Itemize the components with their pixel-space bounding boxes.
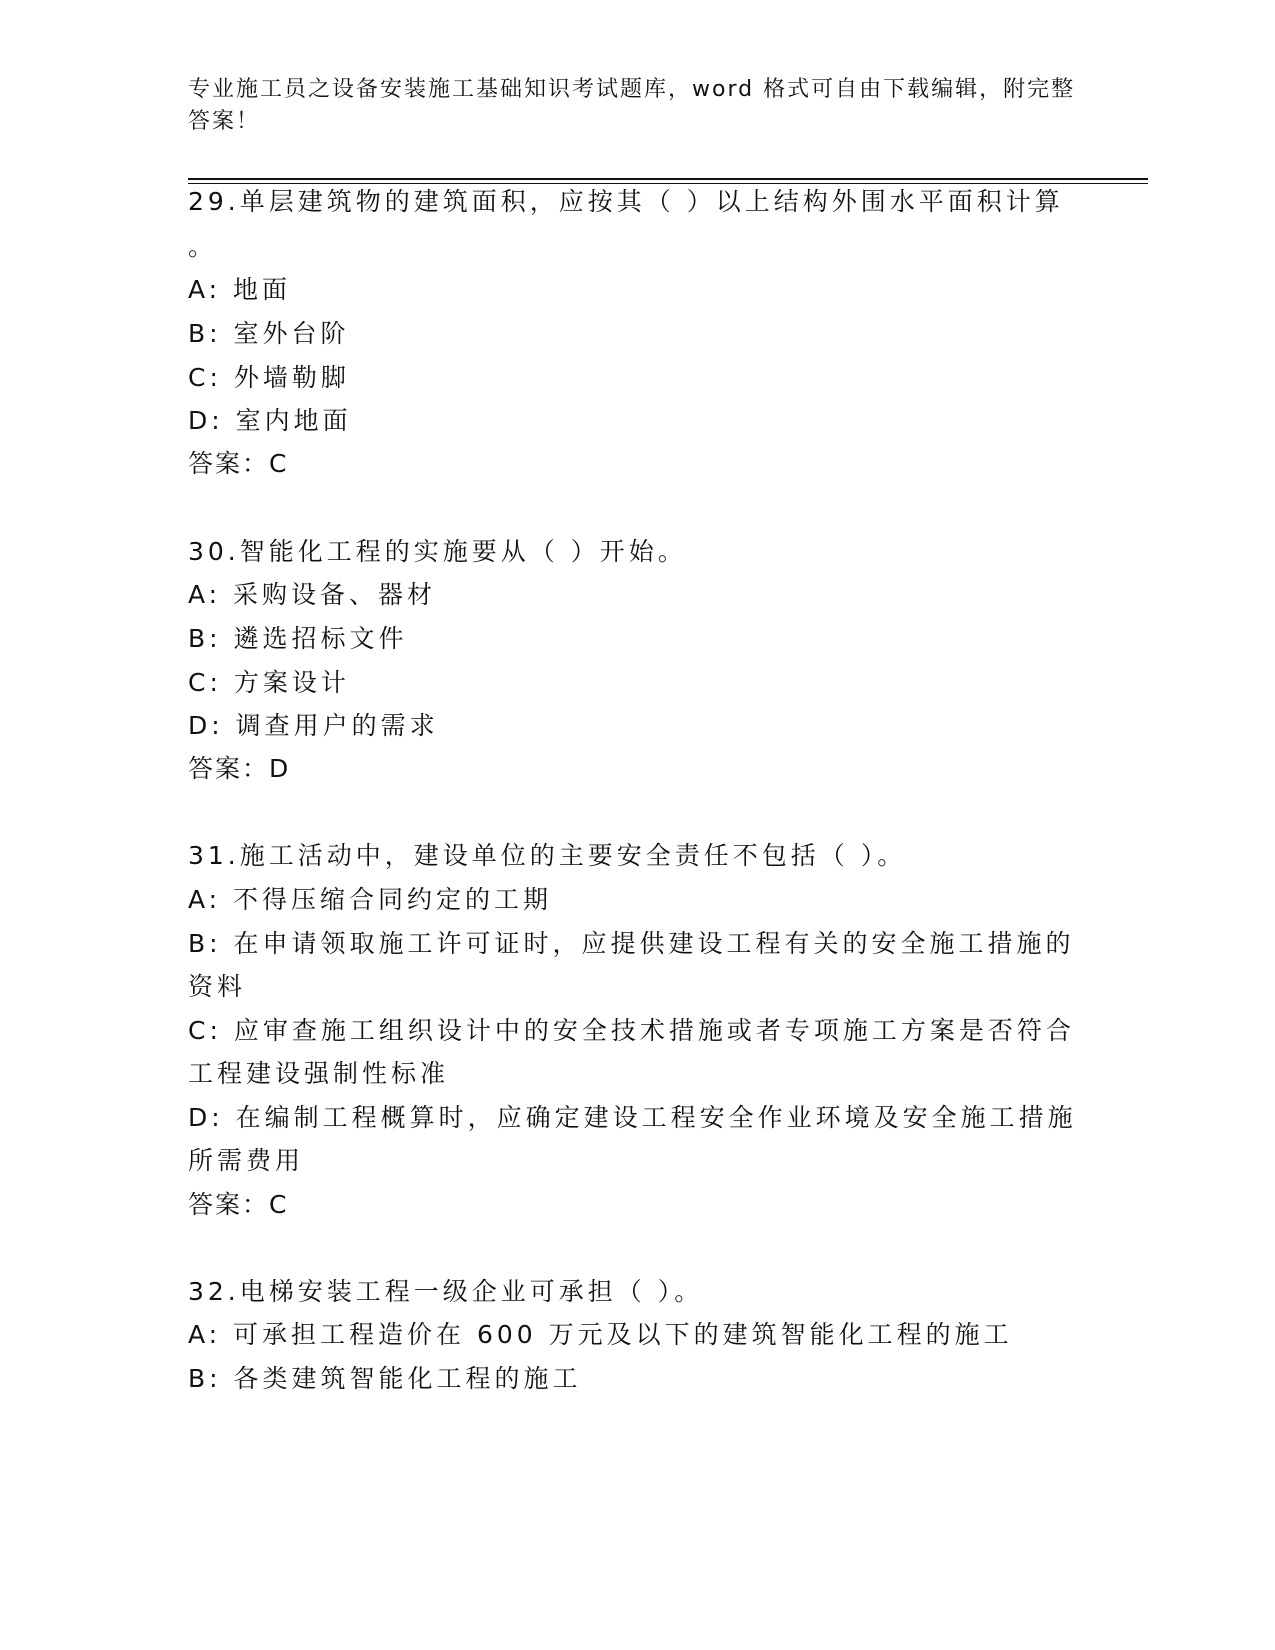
option-c: C: 外墙勒脚 xyxy=(188,363,350,392)
option-b: B: 遴选招标文件 xyxy=(188,624,408,653)
option-b-cont: 资料 xyxy=(188,972,247,1001)
option-a: A: 地面 xyxy=(188,275,292,304)
question-stem: 。 xyxy=(188,232,218,261)
answer: 答案：D xyxy=(188,754,291,783)
option-a: A: 可承担工程造价在 600 万元及以下的建筑智能化工程的施工 xyxy=(188,1320,1013,1349)
question-stem: 30.智能化工程的实施要从（ ）开始。 xyxy=(188,537,687,566)
option-c: C: 应审查施工组织设计中的安全技术措施或者专项施工方案是否符合 xyxy=(188,1016,1075,1045)
option-d: D: 在编制工程概算时，应确定建设工程安全作业环境及安全施工措施 xyxy=(188,1103,1077,1132)
option-b: B: 在申请领取施工许可证时，应提供建设工程有关的安全施工措施的 xyxy=(188,929,1075,958)
option-c-cont: 工程建设强制性标准 xyxy=(188,1059,450,1088)
option-b: B: 各类建筑智能化工程的施工 xyxy=(188,1364,582,1393)
option-b: B: 室外台阶 xyxy=(188,319,350,348)
option-d: D: 室内地面 xyxy=(188,406,352,435)
option-d: D: 调查用户的需求 xyxy=(188,711,439,740)
option-a: A: 采购设备、器材 xyxy=(188,580,437,609)
option-c: C: 方案设计 xyxy=(188,668,350,697)
question-stem: 32.电梯安装工程一级企业可承担（ ）。 xyxy=(188,1277,704,1306)
answer: 答案：C xyxy=(188,449,289,478)
answer: 答案：C xyxy=(188,1190,289,1219)
option-d-cont: 所需费用 xyxy=(188,1146,305,1175)
document-header: 专业施工员之设备安装施工基础知识考试题库，word 格式可自由下载编辑，附完整答案！ xyxy=(188,77,1076,134)
option-a: A: 不得压缩合同约定的工期 xyxy=(188,885,553,914)
question-stem: 31.施工活动中，建设单位的主要安全责任不包括（ ）。 xyxy=(188,841,907,870)
question-stem: 29.单层建筑物的建筑面积，应按其（ ）以上结构外围水平面积计算 xyxy=(188,187,1064,216)
